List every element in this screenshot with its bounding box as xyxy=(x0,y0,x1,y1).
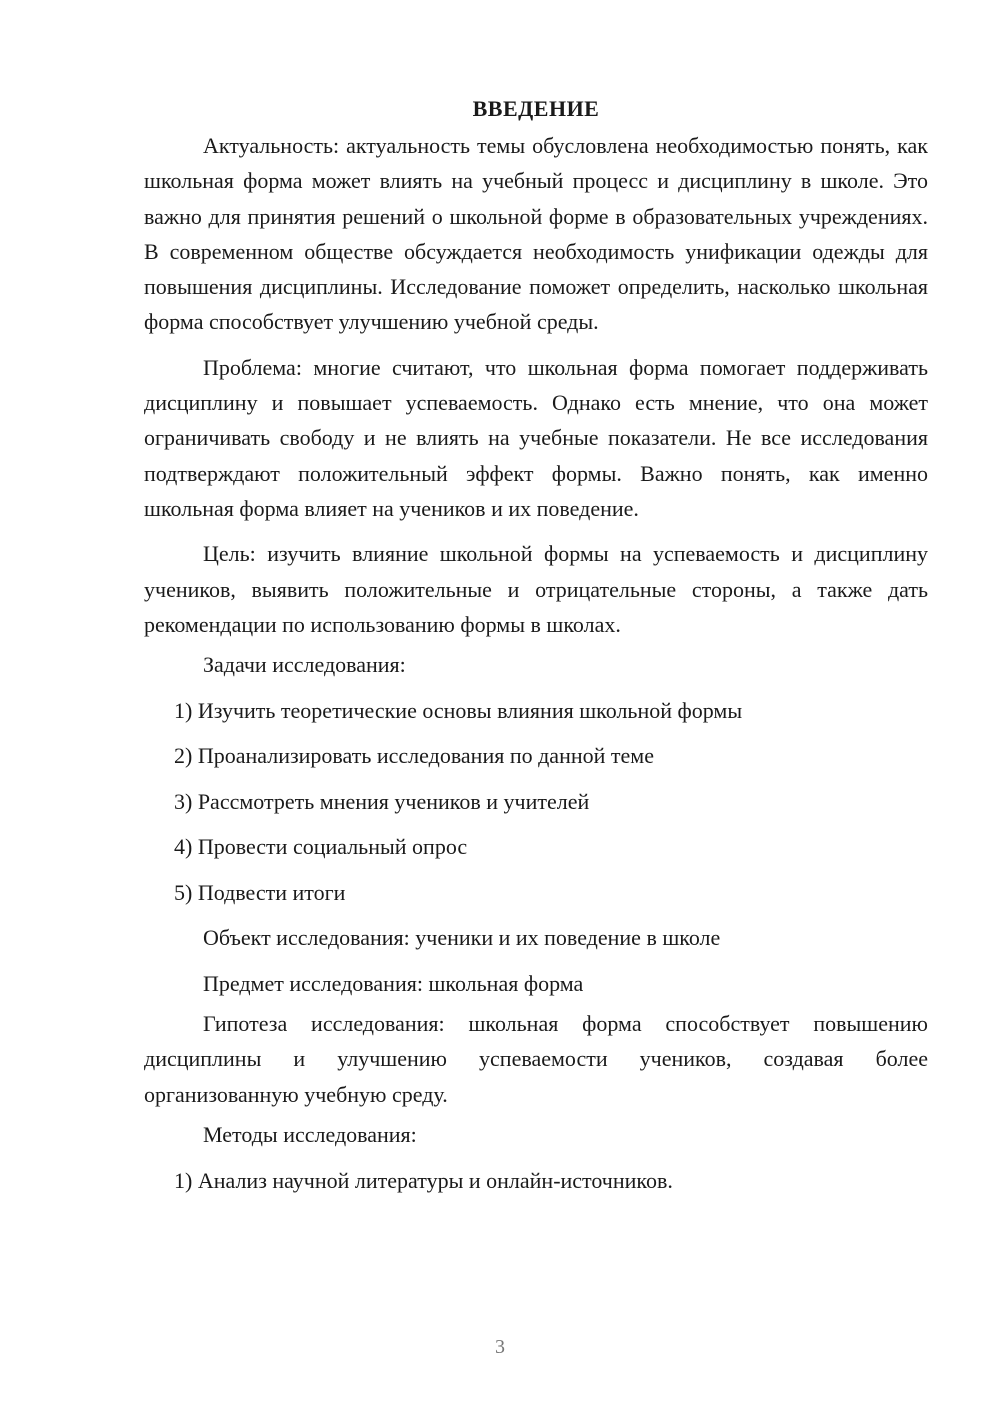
task-item: 1) Изучить теоретические основы влияния школьной формы xyxy=(174,697,743,723)
research-subject: Предмет исследования: школьная форма xyxy=(203,970,584,996)
page-title: ВВЕДЕНИЕ xyxy=(472,96,600,121)
task-item: 4) Провести социальный опрос xyxy=(174,834,468,860)
hypothesis-paragraph: Гипотеза исследования: школьная форма способствует повышению дисциплины и улучшению успеваемости учеников, создавая более организованную учебную среду. xyxy=(144,1011,928,1107)
task-item: 5) Подвести итоги xyxy=(174,879,346,905)
research-object: Объект исследования: ученики и их поведение в школе xyxy=(203,925,721,951)
task-item: 2) Проанализировать исследования по данной теме xyxy=(174,743,654,769)
page-number: 3 xyxy=(495,1336,505,1358)
tasks-heading: Задачи исследования: xyxy=(203,652,406,678)
task-item: 3) Рассмотреть мнения учеников и учителей xyxy=(174,788,590,814)
methods-heading: Методы исследования: xyxy=(203,1122,417,1148)
relevance-paragraph: Актуальность: актуальность темы обусловлена необходимостью понять, как школьная форма может влиять на учебный процесс и дисциплину в школе. Это важно для принятия решений о школьной форме в образовательных учреждениях. В современном обществе обсуждается необходимость унификации одежды для повышения дисциплины. Исследование поможет определить, насколько школьная форма способствует улучшению учебной среды. xyxy=(144,133,928,335)
method-item: 1) Анализ научной литературы и онлайн-источников. xyxy=(174,1167,673,1193)
goal-paragraph: Цель: изучить влияние школьной формы на успеваемость и дисциплину учеников, выявить положительные и отрицательные стороны, а также дать рекомендации по использованию формы в школах. xyxy=(144,541,928,637)
problem-paragraph: Проблема: многие считают, что школьная форма помогает поддерживать дисциплину и повышает успеваемость. Однако есть мнение, что она может ограничивать свободу и не влиять на учебные показатели. Не все исследования подтверждают положительный эффект формы. Важно понять, как именно школьная форма влияет на учеников и их поведение. xyxy=(144,354,928,521)
